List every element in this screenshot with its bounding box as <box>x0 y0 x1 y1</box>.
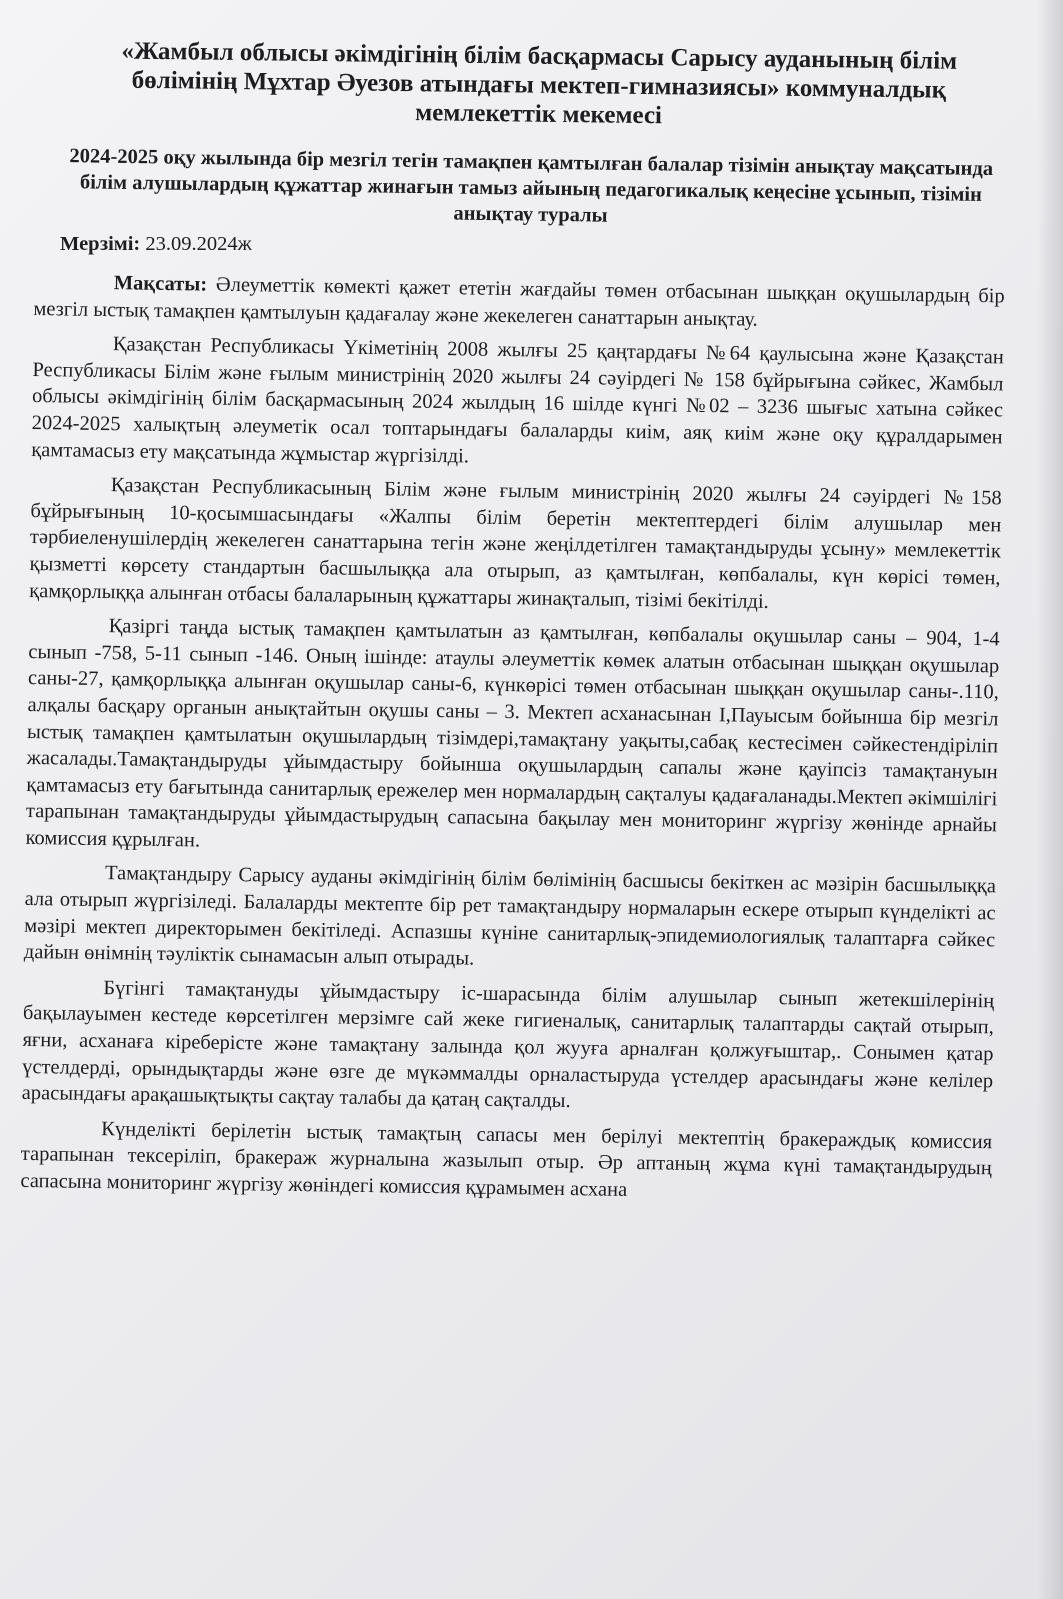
document-subtitle: 2024-2025 оқу жылында бір мезгіл тегін тамақпен қамтылған балалар тізімін анықтау мақсатында білім алушылардың құжаттар жинағын тамыз айының педагогикалық кеңесіне ұсынып, тізімін анықтау туралы <box>69 145 994 227</box>
deadline-line <box>60 231 1005 257</box>
document-body <box>20 269 1005 1209</box>
paragraph-6: Күнделікті берілетін ыстық тамақтың сапасы мен берілуі мектептің бракераждық комиссия тарапынан тексеріліп, бракераж журналына жазылып отыр. Әр аптаның жұма күні тамақтандырудың сапасына мониторинг жүргізу жөніндегі комиссия құрамымен асхана <box>20 1117 993 1201</box>
goal-label: Мақсаты: <box>113 272 208 296</box>
goal-paragraph <box>33 269 1005 337</box>
deadline-label: Мерзімі: <box>60 233 141 255</box>
paragraph-3: Қазіргі таңда ыстық тамақпен қамтылатын аз қамтылған, көпбалалы оқушылар саны – 904, 1-4 сынып -758, 5-11 сынып -146. Оның ішінде: атаулы әлеуметтік көмек алатын отбасынан шыққан оқушылар саны-27, қамқорлыққа алынған оқушылар саны-6, күнкөрісі төмен отбасынан шыққан оқушылар саны-.110, алқалы басқару органын анықтайтын оқушы саны – 3. Мектеп асханасынан І,Пауысым бойынша бір мезгіл ыстық тамақпен қамтылатын оқушылардың тізімдері,тамақтану уақыты,сабақ кестесімен сәйкестендіріліп жасалады.Тамақтандыруды ұйымдастыру бойынша оқушылардың сапалы және қауіпсіз тамақтануын қамтамасыз ету бағытында санитарлық ережелер мен нормалардың сақталуы қадағаланады.Мектеп әкімшілігі тарапынан тамақтандыруды ұйымдастырудың сапасына бақылау мен мониторинг жүргізу жөнінде арнайы комиссия құрылған. <box>25 615 1000 852</box>
institution-title: «Жамбыл облысы әкімдігінің білім басқармасы Сарысу ауданының білім бөлімінің Мұхтар Әуезов атындағы мектеп-гимназиясы» коммуналдық мемлекеттік мекемесі <box>121 37 958 130</box>
goal-text: Әлеуметтік көмекті қажет ететін жағдайы төмен отбасынан шыққан оқушылардың бір мезгіл ыстық тамақпен қамтылуын қадағалау және жекелеген санаттарын анықтау. <box>33 273 1005 331</box>
paragraph-2: Қазақстан Республикасының Білім және ғылым министрінің 2020 жылғы 24 сәуірдегі №158 бұйрығының 10-қосымшасындағы «Жалпы білім беретін мектептердегі білім алушылар мен тәрбиеленушілердің жекелеген санаттарына тегін және жеңілдетілген тамақтандыруды ұсыну» мемлекеттік қызметті көрсету стандартын басшылыққа ала отырып, аз қамтылған, көпбалалы, күн көрісі төмен, қамқорлыққа алынған отбасы балаларының құжаттары жинақталып, тізімі бекітілді. <box>29 474 1002 613</box>
paragraph-4: Тамақтандыру Сарысу ауданы әкімдігінің білім бөлімінің басшысы бекіткен ас мәзірін басшылыққа ала отырып жүргізіледі. Балаларды мектепте бір рет тамақтандыру нормаларын ескере отырып күнделікті ас мәзірі мектеп директорымен бекітіледі. Аспазшы күніне санитарлық-эпидемиологиялық талаптарға сәйкес дайын өнімнің тәуліктік сынамасын алып отырады. <box>23 862 997 970</box>
paragraph-1: Қазақстан Республикасы Үкіметінің 2008 жылғы 25 қаңтардағы №64 қаулысына және Қазақстан Республикасы Білім және ғылым министрінің 2020 жылғы 24 сәуірдегі № 158 бұйрығына сәйкес, Жамбыл облысы әкімдігінің білім басқармасының 2024 жылдың 16 шілде күнгі №02 – 3236 шығыс хатына сәйкес 2024-2025 халықтың әлеуметік осал топтарындағы балаларды киім, аяқ киім және оқу құралдарымен қамтамасыз ету мақсатында жұмыстар жүргізілді. <box>31 333 1004 468</box>
deadline-value: 23.09.2024ж <box>140 233 252 255</box>
paragraph-5: Бүгінгі тамақтануды ұйымдастыру іс-шарасында білім алушылар сынып жетекшілерінің бақылауымен кестеде көрсетілген мерзімге сай жеке гигиеналық, санитарлық талаптарды сақтай отырып, яғни, асханаға кіреберісте және тамақтану залында қол жууға арналған қолжуғыштар,. Сонымен қатар үстелдерді, орындықтарды және өзге де мүкәммалды орналастыруда үстелдер арасындағы және келілер арасындағы арақашықтықты сақтау талабы да қатаң сақталды. <box>21 976 995 1113</box>
